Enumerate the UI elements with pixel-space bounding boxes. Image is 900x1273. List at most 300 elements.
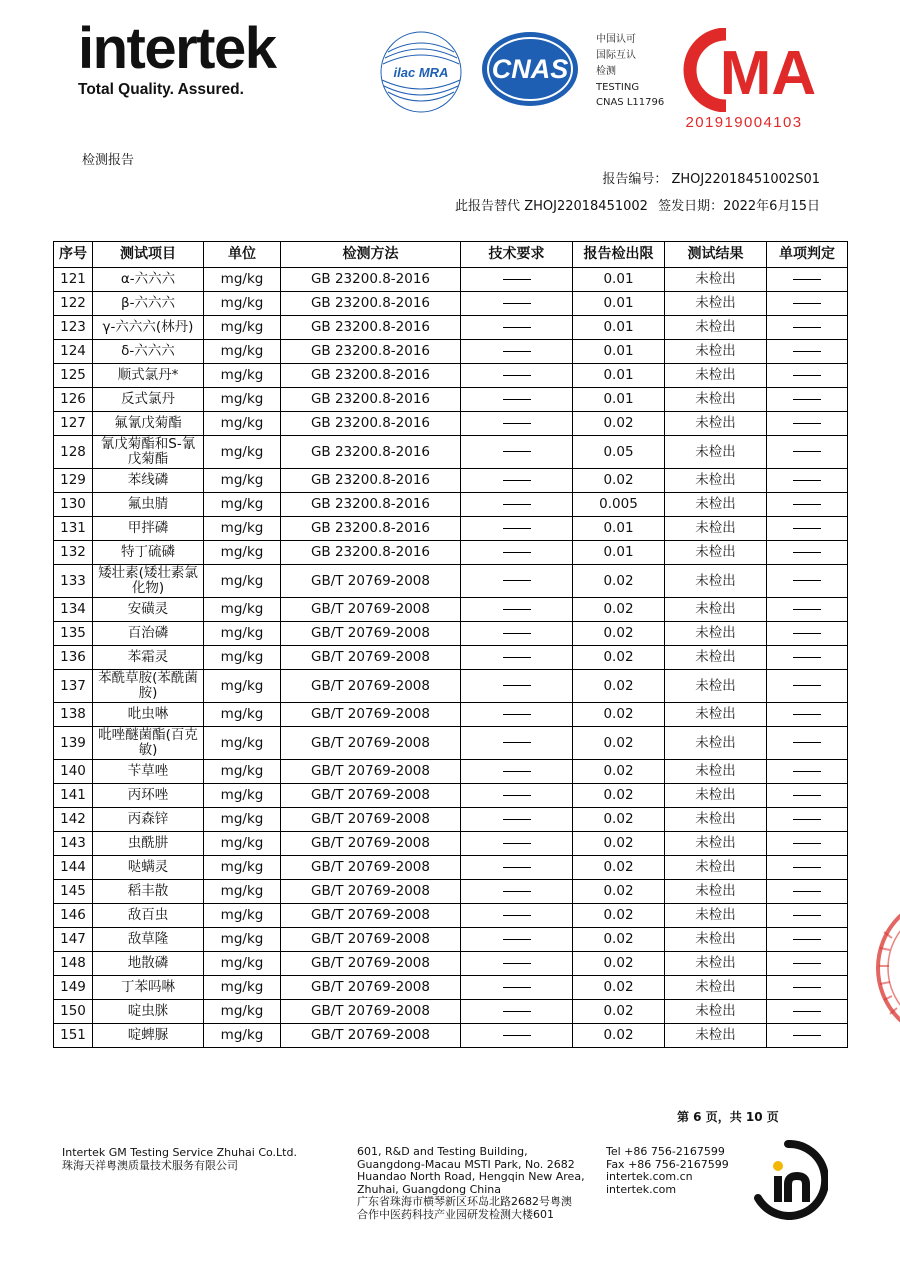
website: intertek.com <box>606 1182 677 1196</box>
cert-line: TESTING <box>596 82 640 93</box>
test-item-cell: 顺式氯丹* <box>93 364 204 388</box>
dash-mark <box>793 327 821 328</box>
judgement-cell <box>767 436 848 469</box>
table-row <box>54 493 848 517</box>
unit-cell: mg/kg <box>204 598 281 622</box>
cnas-logo-text: CNAS <box>491 54 569 84</box>
table-row <box>54 670 848 703</box>
detection-limit-cell: 0.02 <box>573 976 665 1000</box>
requirement-cell <box>461 622 573 646</box>
judgement-cell <box>767 904 848 928</box>
test-result-cell: 未检出 <box>665 880 767 904</box>
detection-limit-cell: 0.02 <box>573 703 665 727</box>
judgement-cell <box>767 364 848 388</box>
requirement-cell <box>461 727 573 760</box>
judgement-cell <box>767 1024 848 1048</box>
dash-mark <box>793 939 821 940</box>
detection-limit-cell: 0.02 <box>573 1024 665 1048</box>
test-method-cell: GB 23200.8-2016 <box>281 292 461 316</box>
table-row <box>54 856 848 880</box>
row-number-cell: 127 <box>54 412 93 436</box>
table-row <box>54 598 848 622</box>
test-result-cell: 未检出 <box>665 469 767 493</box>
report-number-label: 报告编号： <box>602 172 668 187</box>
judgement-cell <box>767 976 848 1000</box>
test-item-cell: 甲拌磷 <box>93 517 204 541</box>
judgement-cell <box>767 1000 848 1024</box>
dash-mark <box>793 633 821 634</box>
requirement-cell <box>461 412 573 436</box>
test-method-cell: GB/T 20769-2008 <box>281 670 461 703</box>
dash-mark <box>793 795 821 796</box>
test-item-cell: 敌百虫 <box>93 904 204 928</box>
detection-limit-cell: 0.02 <box>573 412 665 436</box>
test-result-cell: 未检出 <box>665 904 767 928</box>
unit-cell: mg/kg <box>204 340 281 364</box>
judgement-cell <box>767 268 848 292</box>
page-number: 第 6 页，共 10 页 <box>677 1110 779 1124</box>
table-row <box>54 292 848 316</box>
judgement-cell <box>767 517 848 541</box>
unit-cell: mg/kg <box>204 268 281 292</box>
column-header: 单位 <box>204 242 281 268</box>
requirement-cell <box>461 856 573 880</box>
requirement-cell <box>461 670 573 703</box>
test-method-cell: GB 23200.8-2016 <box>281 493 461 517</box>
row-number-cell: 136 <box>54 646 93 670</box>
tel: Tel +86 756-2167599 <box>606 1145 725 1158</box>
column-header: 技术要求 <box>461 242 573 268</box>
unit-cell: mg/kg <box>204 727 281 760</box>
unit-cell: mg/kg <box>204 622 281 646</box>
unit-cell: mg/kg <box>204 760 281 784</box>
replaced-report-number: ZHOJ22018451002 <box>524 199 648 214</box>
column-header: 序号 <box>54 242 93 268</box>
dash-mark <box>793 451 821 452</box>
test-item-cell: 反式氯丹 <box>93 388 204 412</box>
test-method-cell: GB 23200.8-2016 <box>281 364 461 388</box>
dash-mark <box>793 303 821 304</box>
detection-limit-cell: 0.02 <box>573 727 665 760</box>
row-number-cell: 142 <box>54 808 93 832</box>
test-method-cell: GB/T 20769-2008 <box>281 952 461 976</box>
unit-cell: mg/kg <box>204 703 281 727</box>
requirement-cell <box>461 880 573 904</box>
table-row <box>54 928 848 952</box>
unit-cell: mg/kg <box>204 928 281 952</box>
row-number-cell: 122 <box>54 292 93 316</box>
test-item-cell: 丁苯吗啉 <box>93 976 204 1000</box>
test-item-cell: 苯线磷 <box>93 469 204 493</box>
judgement-cell <box>767 340 848 364</box>
judgement-cell <box>767 952 848 976</box>
unit-cell: mg/kg <box>204 1000 281 1024</box>
table-row <box>54 808 848 832</box>
intertek-circle-logo <box>748 1140 828 1220</box>
test-result-cell: 未检出 <box>665 856 767 880</box>
table-row <box>54 316 848 340</box>
dash-mark <box>503 795 531 796</box>
detection-limit-cell: 0.005 <box>573 493 665 517</box>
test-method-cell: GB 23200.8-2016 <box>281 541 461 565</box>
test-method-cell: GB/T 20769-2008 <box>281 727 461 760</box>
row-number-cell: 125 <box>54 364 93 388</box>
requirement-cell <box>461 703 573 727</box>
detection-limit-cell: 0.02 <box>573 565 665 598</box>
unit-cell: mg/kg <box>204 469 281 493</box>
requirement-cell <box>461 904 573 928</box>
website-cn: intertek.com.cn <box>606 1170 693 1183</box>
dash-mark <box>503 714 531 715</box>
table-row <box>54 760 848 784</box>
judgement-cell <box>767 388 848 412</box>
requirement-cell <box>461 292 573 316</box>
table-row <box>54 952 848 976</box>
test-result-cell: 未检出 <box>665 808 767 832</box>
dash-mark <box>793 399 821 400</box>
test-item-cell: α-六六六 <box>93 268 204 292</box>
dash-mark <box>793 891 821 892</box>
table-row <box>54 541 848 565</box>
row-number-cell: 121 <box>54 268 93 292</box>
address-line: 广东省珠海市横琴新区环岛北路2682号粤澳 <box>357 1195 572 1208</box>
table-row <box>54 703 848 727</box>
detection-limit-cell: 0.02 <box>573 784 665 808</box>
test-item-cell: 稻丰散 <box>93 880 204 904</box>
dash-mark <box>503 1035 531 1036</box>
detection-limit-cell: 0.02 <box>573 622 665 646</box>
test-method-cell: GB/T 20769-2008 <box>281 1000 461 1024</box>
table-header-row <box>54 242 848 268</box>
judgement-cell <box>767 703 848 727</box>
unit-cell: mg/kg <box>204 784 281 808</box>
dash-mark <box>793 504 821 505</box>
judgement-cell <box>767 784 848 808</box>
test-item-cell: β-六六六 <box>93 292 204 316</box>
dash-mark <box>503 279 531 280</box>
table-row <box>54 904 848 928</box>
requirement-cell <box>461 364 573 388</box>
test-result-cell: 未检出 <box>665 565 767 598</box>
test-item-cell: 吡虫啉 <box>93 703 204 727</box>
detection-limit-cell: 0.02 <box>573 469 665 493</box>
dash-mark <box>793 819 821 820</box>
cnas-logo <box>480 30 580 108</box>
test-method-cell: GB 23200.8-2016 <box>281 388 461 412</box>
test-item-cell: 丙环唑 <box>93 784 204 808</box>
company-name-en: Intertek GM Testing Service Zhuhai Co.Ltd. <box>62 1146 297 1159</box>
judgement-cell <box>767 880 848 904</box>
footer-company <box>62 1147 297 1172</box>
address-line: 合作中医药科技产业园研发检测大楼601 <box>357 1207 554 1221</box>
test-method-cell: GB/T 20769-2008 <box>281 760 461 784</box>
address-line: Zhuhai, Guangdong China <box>357 1182 502 1196</box>
fax: Fax +86 756-2167599 <box>606 1157 729 1171</box>
table-row <box>54 880 848 904</box>
dash-mark <box>503 609 531 610</box>
address-line: Huandao North Road, Hengqin New Area, <box>357 1170 585 1183</box>
test-result-cell: 未检出 <box>665 727 767 760</box>
dash-mark <box>793 1035 821 1036</box>
address-line: 601, R&D and Testing Building, <box>357 1145 528 1158</box>
dash-mark <box>793 580 821 581</box>
table-row <box>54 412 848 436</box>
requirement-cell <box>461 517 573 541</box>
intertek-logo-wordmark: intertek <box>78 16 276 81</box>
test-item-cell: δ-六六六 <box>93 340 204 364</box>
table-row <box>54 364 848 388</box>
dash-mark <box>503 987 531 988</box>
row-number-cell: 149 <box>54 976 93 1000</box>
dash-mark <box>503 633 531 634</box>
test-method-cell: GB 23200.8-2016 <box>281 268 461 292</box>
detection-limit-cell: 0.02 <box>573 760 665 784</box>
row-number-cell: 145 <box>54 880 93 904</box>
detection-limit-cell: 0.02 <box>573 928 665 952</box>
requirement-cell <box>461 928 573 952</box>
requirement-cell <box>461 598 573 622</box>
test-item-cell: γ-六六六(林丹) <box>93 316 204 340</box>
dash-mark <box>503 867 531 868</box>
detection-limit-cell: 0.01 <box>573 340 665 364</box>
requirement-cell <box>461 493 573 517</box>
unit-cell: mg/kg <box>204 388 281 412</box>
cert-line: CNAS L11796 <box>596 97 665 108</box>
requirement-cell <box>461 388 573 412</box>
table-row <box>54 646 848 670</box>
test-result-cell: 未检出 <box>665 760 767 784</box>
test-result-cell: 未检出 <box>665 703 767 727</box>
test-result-cell: 未检出 <box>665 598 767 622</box>
test-result-cell: 未检出 <box>665 292 767 316</box>
row-number-cell: 139 <box>54 727 93 760</box>
row-number-cell: 135 <box>54 622 93 646</box>
test-result-cell: 未检出 <box>665 268 767 292</box>
test-result-cell: 未检出 <box>665 340 767 364</box>
test-result-cell: 未检出 <box>665 670 767 703</box>
detection-limit-cell: 0.02 <box>573 832 665 856</box>
test-method-cell: GB/T 20769-2008 <box>281 856 461 880</box>
dash-mark <box>503 963 531 964</box>
dash-mark <box>793 351 821 352</box>
test-method-cell: GB/T 20769-2008 <box>281 565 461 598</box>
judgement-cell <box>767 493 848 517</box>
row-number-cell: 140 <box>54 760 93 784</box>
table-row <box>54 268 848 292</box>
dash-mark <box>503 552 531 553</box>
requirement-cell <box>461 436 573 469</box>
row-number-cell: 138 <box>54 703 93 727</box>
table-row <box>54 340 848 364</box>
test-result-cell: 未检出 <box>665 976 767 1000</box>
row-number-cell: 131 <box>54 517 93 541</box>
unit-cell: mg/kg <box>204 976 281 1000</box>
unit-cell: mg/kg <box>204 952 281 976</box>
issue-date: 2022年6月15日 <box>723 199 820 214</box>
cma-logo-text: MA <box>719 39 817 108</box>
test-result-cell: 未检出 <box>665 832 767 856</box>
dash-mark <box>503 303 531 304</box>
row-number-cell: 124 <box>54 340 93 364</box>
dash-mark <box>503 819 531 820</box>
unit-cell: mg/kg <box>204 292 281 316</box>
test-method-cell: GB/T 20769-2008 <box>281 904 461 928</box>
detection-limit-cell: 0.02 <box>573 1000 665 1024</box>
test-method-cell: GB/T 20769-2008 <box>281 1024 461 1048</box>
table-row <box>54 517 848 541</box>
judgement-cell <box>767 856 848 880</box>
unit-cell: mg/kg <box>204 670 281 703</box>
judgement-cell <box>767 670 848 703</box>
row-number-cell: 141 <box>54 784 93 808</box>
judgement-cell <box>767 727 848 760</box>
test-method-cell: GB 23200.8-2016 <box>281 517 461 541</box>
ilac-logo-text: ilac MRA <box>393 65 449 80</box>
dash-mark <box>503 528 531 529</box>
test-result-cell: 未检出 <box>665 541 767 565</box>
detection-limit-cell: 0.02 <box>573 952 665 976</box>
dash-mark <box>793 987 821 988</box>
judgement-cell <box>767 469 848 493</box>
unit-cell: mg/kg <box>204 808 281 832</box>
brand-tagline: Total Quality. Assured. <box>78 81 244 98</box>
dash-mark <box>503 939 531 940</box>
requirement-cell <box>461 1024 573 1048</box>
test-result-cell: 未检出 <box>665 517 767 541</box>
test-result-cell: 未检出 <box>665 316 767 340</box>
row-number-cell: 123 <box>54 316 93 340</box>
replacement-line <box>455 195 820 214</box>
row-number-cell: 128 <box>54 436 93 469</box>
row-number-cell: 151 <box>54 1024 93 1048</box>
address-line: Guangdong-Macau MSTI Park, No. 2682 <box>357 1157 575 1171</box>
test-item-cell: 氟氰戊菊酯 <box>93 412 204 436</box>
dash-mark <box>503 685 531 686</box>
test-method-cell: GB 23200.8-2016 <box>281 316 461 340</box>
judgement-cell <box>767 808 848 832</box>
test-item-cell: 百治磷 <box>93 622 204 646</box>
dash-mark <box>793 915 821 916</box>
requirement-cell <box>461 784 573 808</box>
row-number-cell: 137 <box>54 670 93 703</box>
dash-mark <box>793 657 821 658</box>
test-result-cell: 未检出 <box>665 436 767 469</box>
row-number-cell: 133 <box>54 565 93 598</box>
dash-mark <box>503 771 531 772</box>
detection-limit-cell: 0.01 <box>573 316 665 340</box>
test-result-cell: 未检出 <box>665 1024 767 1048</box>
test-item-cell: 丙森锌 <box>93 808 204 832</box>
column-header: 报告检出限 <box>573 242 665 268</box>
footer-address <box>357 1146 585 1221</box>
detection-limit-cell: 0.02 <box>573 880 665 904</box>
judgement-cell <box>767 565 848 598</box>
cert-line: 国际互认 <box>596 50 636 61</box>
test-method-cell: GB/T 20769-2008 <box>281 703 461 727</box>
unit-cell: mg/kg <box>204 541 281 565</box>
table-row <box>54 784 848 808</box>
detection-limit-cell: 0.01 <box>573 388 665 412</box>
requirement-cell <box>461 316 573 340</box>
dash-mark <box>503 1011 531 1012</box>
test-method-cell: GB/T 20769-2008 <box>281 832 461 856</box>
test-result-cell: 未检出 <box>665 412 767 436</box>
row-number-cell: 144 <box>54 856 93 880</box>
row-number-cell: 143 <box>54 832 93 856</box>
test-method-cell: GB/T 20769-2008 <box>281 880 461 904</box>
dash-mark <box>793 480 821 481</box>
test-method-cell: GB 23200.8-2016 <box>281 436 461 469</box>
judgement-cell <box>767 646 848 670</box>
judgement-cell <box>767 832 848 856</box>
dash-mark <box>793 963 821 964</box>
test-result-cell: 未检出 <box>665 1000 767 1024</box>
detection-limit-cell: 0.02 <box>573 598 665 622</box>
document-type: 检测报告 <box>82 153 135 168</box>
test-result-cell: 未检出 <box>665 646 767 670</box>
detection-limit-cell: 0.02 <box>573 808 665 832</box>
cert-line: 中国认可 <box>596 34 636 45</box>
table-row <box>54 727 848 760</box>
unit-cell: mg/kg <box>204 832 281 856</box>
official-seal-stamp <box>870 888 900 1048</box>
row-number-cell: 146 <box>54 904 93 928</box>
unit-cell: mg/kg <box>204 316 281 340</box>
company-name-cn: 珠海天祥粤澳质量技术服务有限公司 <box>62 1158 238 1172</box>
dash-mark <box>793 771 821 772</box>
test-result-cell: 未检出 <box>665 784 767 808</box>
dash-mark <box>503 351 531 352</box>
dash-mark <box>503 580 531 581</box>
unit-cell: mg/kg <box>204 412 281 436</box>
detection-limit-cell: 0.01 <box>573 292 665 316</box>
unit-cell: mg/kg <box>204 1024 281 1048</box>
test-result-cell: 未检出 <box>665 364 767 388</box>
column-header: 测试项目 <box>93 242 204 268</box>
test-result-cell: 未检出 <box>665 622 767 646</box>
test-method-cell: GB/T 20769-2008 <box>281 622 461 646</box>
requirement-cell <box>461 469 573 493</box>
table-row <box>54 565 848 598</box>
unit-cell: mg/kg <box>204 904 281 928</box>
test-result-cell: 未检出 <box>665 493 767 517</box>
results-body <box>54 268 848 1048</box>
test-item-cell: 苄草唑 <box>93 760 204 784</box>
row-number-cell: 130 <box>54 493 93 517</box>
detection-limit-cell: 0.01 <box>573 517 665 541</box>
test-item-cell: 矮壮素(矮壮素氯化物) <box>93 565 204 598</box>
dash-mark <box>503 504 531 505</box>
unit-cell: mg/kg <box>204 493 281 517</box>
replace-label: 此报告替代 <box>455 199 521 214</box>
row-number-cell: 134 <box>54 598 93 622</box>
cma-number: 201919004103 <box>685 114 803 131</box>
requirement-cell <box>461 340 573 364</box>
requirement-cell <box>461 952 573 976</box>
dash-mark <box>793 714 821 715</box>
dash-mark <box>503 742 531 743</box>
row-number-cell: 150 <box>54 1000 93 1024</box>
dash-mark <box>793 528 821 529</box>
dash-mark <box>503 423 531 424</box>
cma-logo <box>668 28 818 112</box>
test-method-cell: GB 23200.8-2016 <box>281 469 461 493</box>
test-item-cell: 苯酰草胺(苯酰菌胺) <box>93 670 204 703</box>
dash-mark <box>793 867 821 868</box>
test-item-cell: 特丁硫磷 <box>93 541 204 565</box>
test-method-cell: GB/T 20769-2008 <box>281 928 461 952</box>
dash-mark <box>503 451 531 452</box>
